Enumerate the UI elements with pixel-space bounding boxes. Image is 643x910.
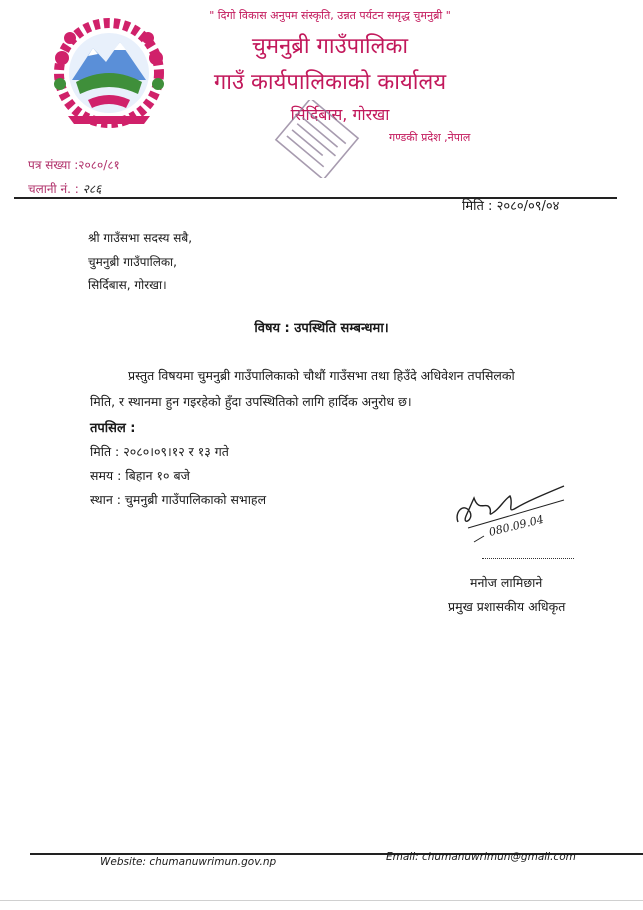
signer-name: मनोज लामिछाने bbox=[470, 575, 543, 590]
body-paragraph-line: मिति, र स्थानमा हुन गइरहेको हुँदा उपस्थितिको लागि हार्दिक अनुरोध छ। bbox=[90, 394, 412, 409]
signature-icon bbox=[444, 482, 576, 562]
office-name: चुमनुब्री गाउँपालिका bbox=[251, 34, 409, 59]
details-heading: तपसिल : bbox=[90, 421, 136, 436]
addressee-line: श्री गाउँसभा सदस्य सबै, bbox=[88, 231, 193, 245]
footer-email: Email: chumanuwrimun@gmail.com bbox=[386, 851, 576, 863]
signer-title: प्रमुख प्रशासकीय अधिकृत bbox=[448, 599, 566, 614]
signature-date: 080.09.04 bbox=[487, 512, 546, 539]
addressee-line: सिर्दिबास, गोरखा। bbox=[88, 278, 167, 292]
letter-date: मिति : २०८०/०९/०४ bbox=[462, 199, 560, 214]
footer-website: Website: chumanuwrimun.gov.np bbox=[100, 856, 277, 868]
signature-line bbox=[482, 558, 574, 559]
meeting-venue: स्थान : चुमनुब्री गाउँपालिकाको सभाहल bbox=[90, 492, 267, 507]
office-location: सिर्दिबास, गोरखा bbox=[290, 105, 390, 124]
subject-line: विषय : उपस्थिति सम्बन्धमा। bbox=[254, 321, 389, 336]
meeting-time: समय : बिहान १० बजे bbox=[90, 468, 190, 483]
addressee-line: चुमनुब्री गाउँपालिका, bbox=[88, 255, 177, 269]
dispatch-number bbox=[28, 180, 101, 197]
nepal-emblem-icon bbox=[48, 18, 170, 128]
slogan: " दिगो विकास अनुपम संस्कृति, उन्नत पर्यटन समृद्ध चुमनुब्री " bbox=[209, 9, 451, 22]
dispatch-value: २८६ bbox=[82, 182, 102, 196]
province: गण्डकी प्रदेश ,नेपाल bbox=[389, 131, 471, 144]
dispatch-label: चलानी नं. : bbox=[28, 182, 79, 196]
meeting-date: मिति : २०८०।०९।१२ र १३ गते bbox=[90, 444, 229, 459]
letter-number: पत्र संख्या :२०८०/८१ bbox=[28, 158, 120, 172]
body-paragraph-line: प्रस्तुत विषयमा चुमनुब्री गाउँपालिकाको चौथौं गाउँसभा तथा हिउँदे अधिवेशन तपसिलको bbox=[128, 368, 515, 383]
page-edge bbox=[0, 900, 643, 901]
office-stamp-icon bbox=[272, 100, 362, 178]
office-type: गाउँ कार्यपालिकाको कार्यालय bbox=[213, 70, 447, 95]
